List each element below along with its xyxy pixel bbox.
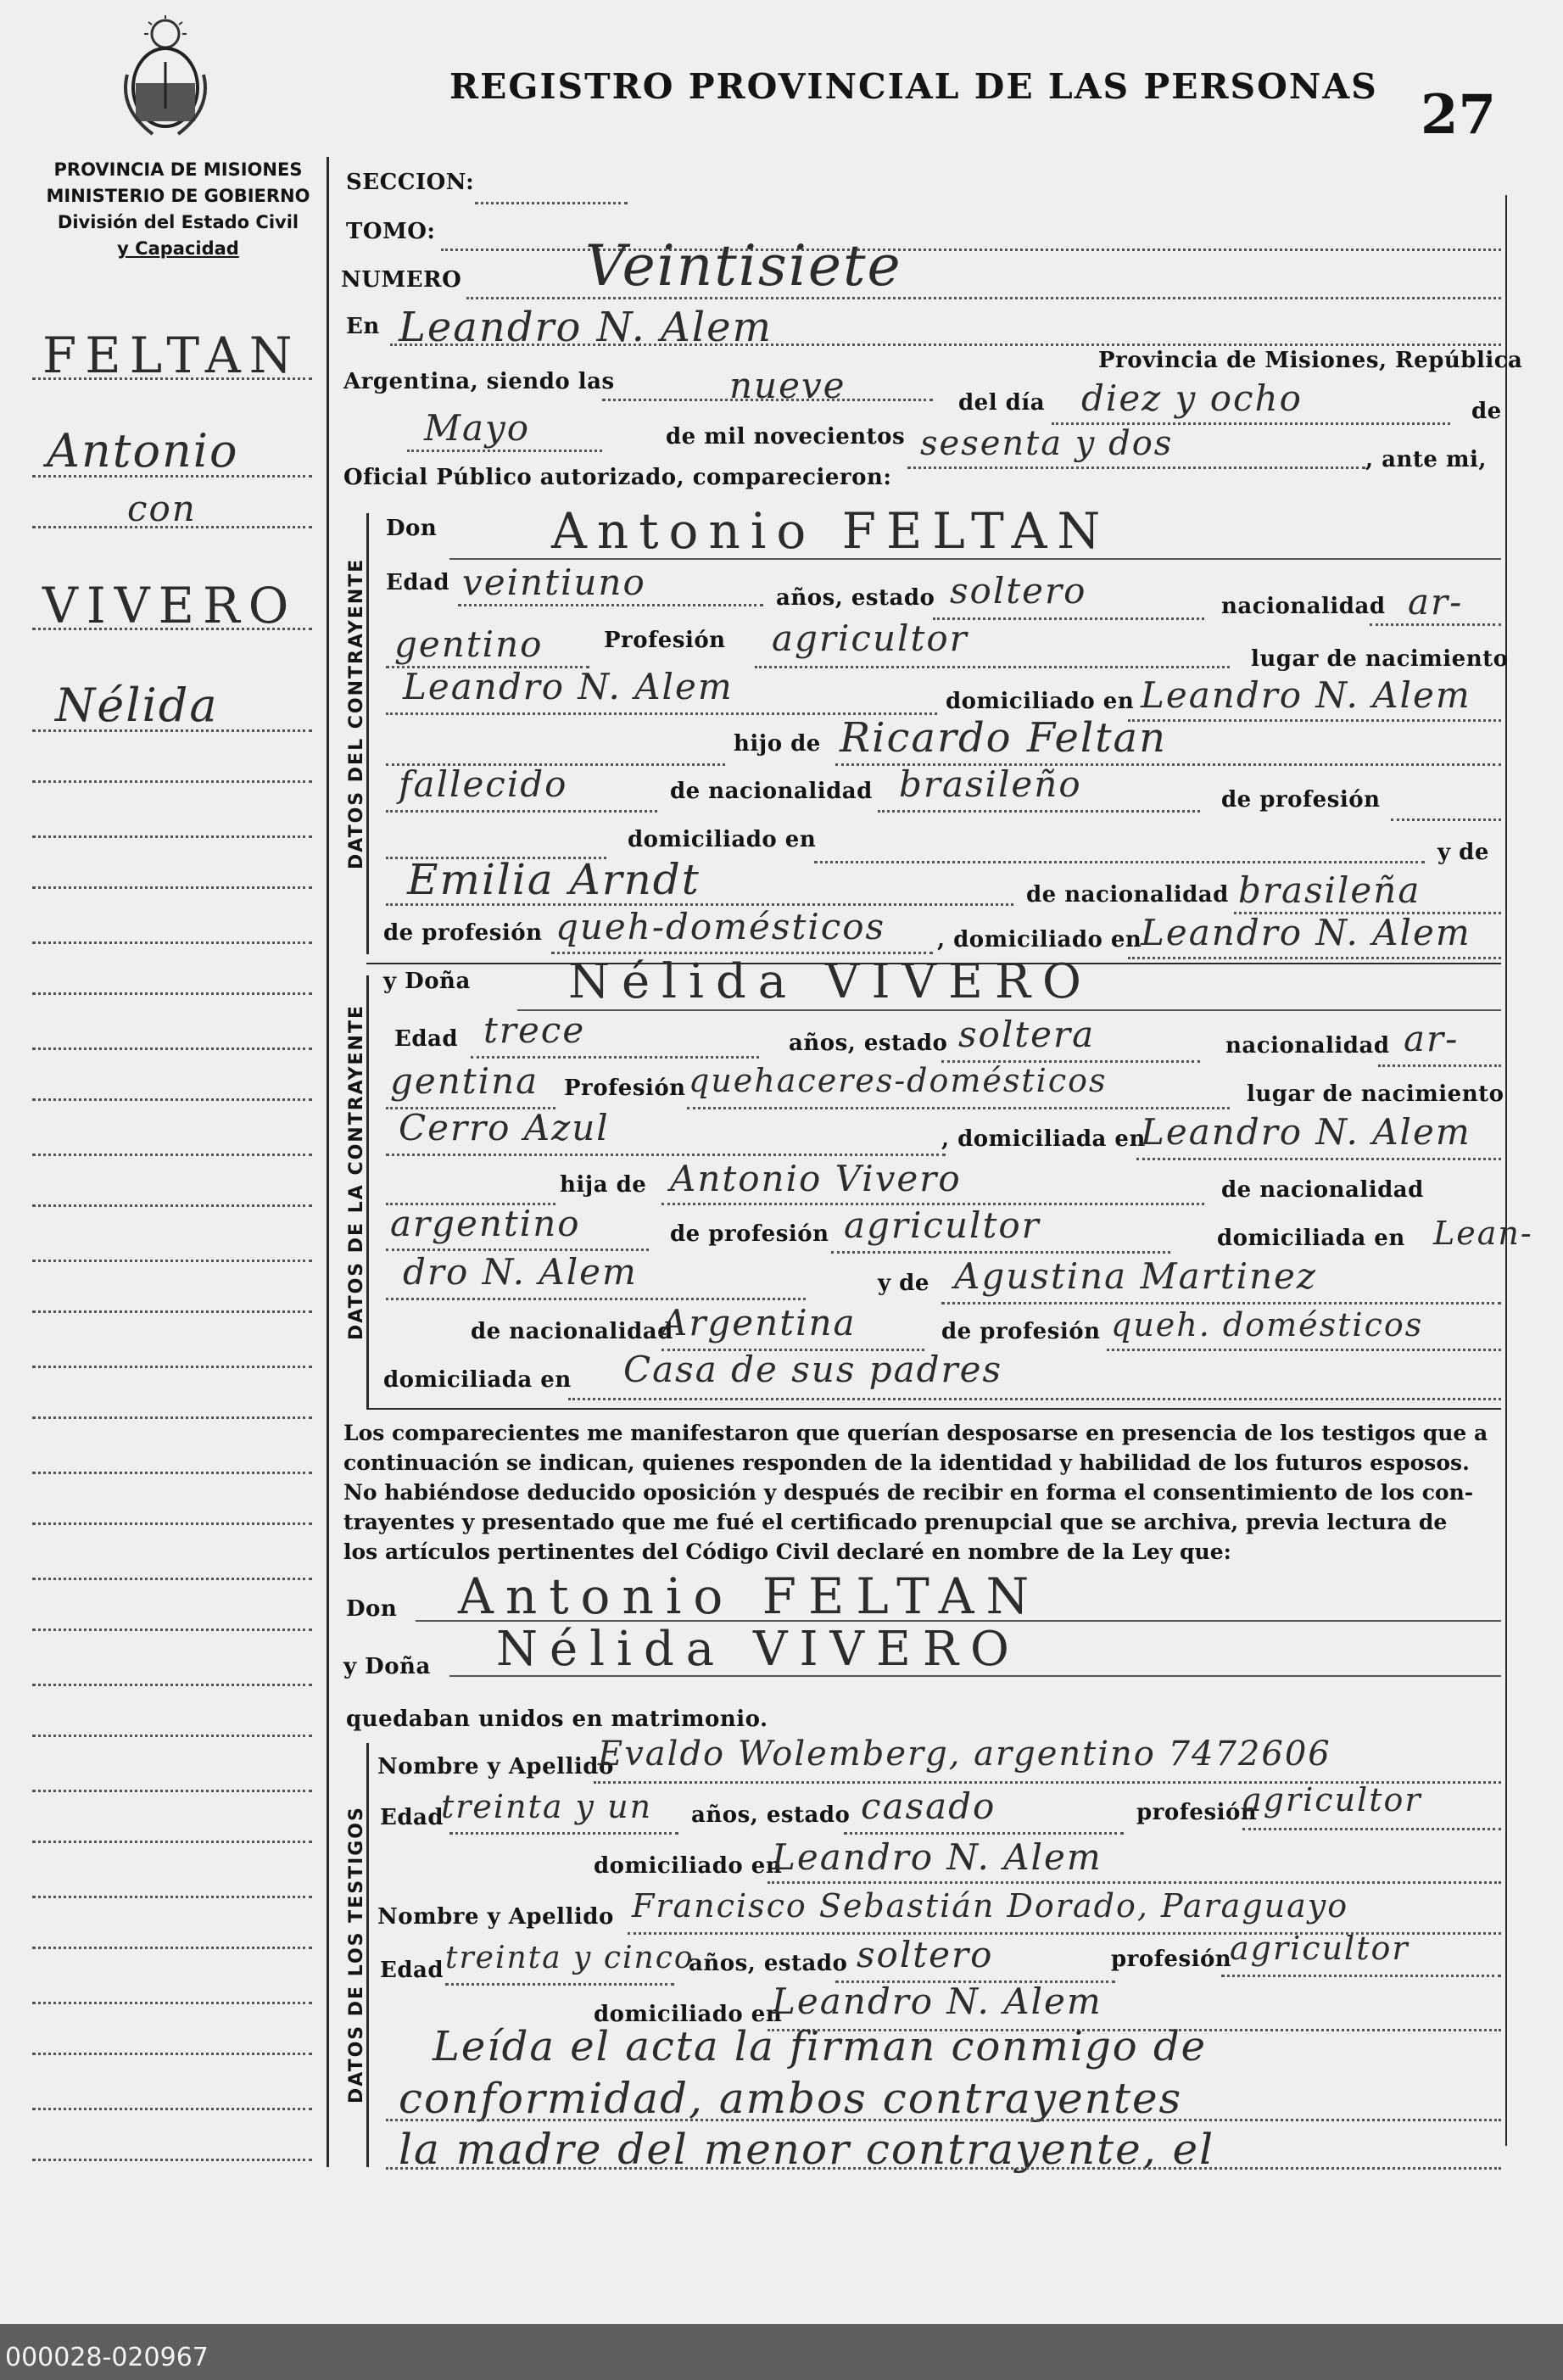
- value-estado-f: soltera: [958, 1014, 1096, 1055]
- value-anio: sesenta y dos: [920, 424, 1174, 463]
- margin-rule: [32, 2108, 312, 2110]
- value-edad-f: trece: [483, 1009, 586, 1051]
- value-dia: diez y ocho: [1081, 377, 1303, 419]
- field-profesion: [755, 666, 1230, 668]
- label-quedaban: quedaban unidos en matrimonio.: [346, 1707, 768, 1732]
- office-line-province: PROVINCIA DE MISIONES: [53, 159, 303, 180]
- label-anos-estado-t2: años, estado: [689, 1951, 848, 1976]
- margin-rule: [32, 1629, 312, 1631]
- field-padre-f-prof: [831, 1251, 1170, 1254]
- field-t1-edad: [449, 1832, 678, 1835]
- label-y-de-2: y de: [878, 1271, 929, 1296]
- margin-rule: [32, 1896, 312, 1898]
- label-oficial: Oficial Público autorizado, comparecieron:: [343, 465, 892, 490]
- value-padre-f-dom-2: dro N. Alem: [403, 1251, 638, 1293]
- label-domiciliado-en-c: , domiciliado en: [937, 927, 1142, 953]
- label-domiciliada-en-3: domiciliada en: [383, 1367, 572, 1393]
- value-hora: nueve: [729, 365, 846, 406]
- label-edad-f: Edad: [394, 1026, 459, 1052]
- field-t2-edad: [445, 1983, 674, 1986]
- side-label-witnesses: DATOS DE LOS TESTIGOS: [346, 1806, 367, 2103]
- bride-block-bottom: [366, 1408, 1501, 1410]
- value-dona: Nélida VIVERO: [568, 954, 1093, 1009]
- margin-rule: [32, 941, 312, 944]
- value-t1-edad: treinta y un: [441, 1788, 653, 1825]
- margin-rule: [32, 1790, 312, 1792]
- margin-rule: [32, 1260, 312, 1262]
- value-t1-nombre: Evaldo Wolemberg, argentino 7472606: [598, 1735, 1331, 1774]
- label-y-de: y de: [1437, 840, 1489, 865]
- value-nac-f-2: gentina: [390, 1060, 539, 1102]
- value-profesion: agricultor: [772, 617, 969, 659]
- field-madre-f-dom: [568, 1398, 1501, 1400]
- margin-rule: [32, 1578, 312, 1580]
- field-anio: [907, 467, 1365, 469]
- field-t1-estado: [844, 1832, 1124, 1835]
- label-de-nacionalidad-2: de nacionalidad: [1026, 882, 1229, 908]
- value-prof-f: quehaceres-domésticos: [689, 1062, 1108, 1099]
- margin-rule: [32, 1048, 312, 1050]
- field-t1-prof: [1242, 1828, 1501, 1830]
- office-line-ministry: MINISTERIO DE GOBIERNO: [46, 186, 310, 206]
- field-lugar-f: [386, 1154, 946, 1156]
- value-t1-prof: agricultor: [1242, 1781, 1422, 1819]
- value-t2-edad: treinta y cinco: [445, 1941, 695, 1975]
- office-line-division: División del Estado Civil: [57, 212, 299, 232]
- office-block: [34, 157, 322, 262]
- label-anos-estado-f: años, estado: [789, 1031, 948, 1056]
- label-de-nacionalidad-f2: de nacionalidad: [471, 1319, 673, 1344]
- field-nac-f: [1378, 1064, 1501, 1067]
- note-line-1: Leída el acta la firman conmigo de: [433, 2023, 1208, 2070]
- declaration-paragraph: [343, 1418, 1510, 1567]
- field-t2-prof: [1221, 1975, 1501, 1977]
- value-en: Leandro N. Alem: [399, 304, 773, 351]
- margin-name-bride: Nélida: [55, 679, 219, 732]
- label-nombre-apellido: Nombre y Apellido: [377, 1754, 614, 1779]
- field-seccion: [475, 202, 628, 204]
- declaration-line: continuación se indican, quienes responden de la identidad y habilidad de los futuros esposos.: [343, 1450, 1470, 1475]
- value-padre: Ricardo Feltan: [840, 714, 1168, 762]
- label-de-nacionalidad-f: de nacionalidad: [1221, 1177, 1424, 1203]
- value-madre-f: Agustina Martinez: [954, 1255, 1318, 1297]
- label-de-profesion-c: de profesión: [383, 920, 543, 946]
- value-madre-f-dom: Casa de sus padres: [623, 1349, 1003, 1390]
- label-anos-estado-t1: años, estado: [691, 1802, 851, 1828]
- label-y-dona: y Doña: [383, 969, 471, 994]
- side-label-groom: DATOS DEL CONTRAYENTE: [346, 557, 367, 869]
- value-dona-2: Nélida VIVERO: [496, 1622, 1021, 1677]
- label-y-dona-2: y Doña: [343, 1654, 431, 1679]
- label-mil: de mil novecientos: [666, 424, 906, 450]
- value-don-2: Antonio FELTAN: [458, 1567, 1041, 1625]
- value-t2-estado: soltero: [857, 1934, 994, 1975]
- label-profesion-f: Profesión: [564, 1075, 686, 1101]
- label-de-profesion-f: de profesión: [670, 1221, 829, 1247]
- field-padre-f-dom-2: [386, 1298, 806, 1300]
- field-edad: [458, 604, 763, 606]
- label-argentina: Argentina, siendo las: [343, 369, 615, 394]
- value-estado: soltero: [950, 570, 1087, 612]
- margin-rule: [32, 1522, 312, 1525]
- field-dona: [517, 1009, 1501, 1011]
- label-domiciliada-en-2: domiciliada en: [1217, 1226, 1405, 1251]
- scan-footer: [0, 2324, 1563, 2380]
- label-en: En: [346, 314, 380, 339]
- label-del-dia: del día: [958, 390, 1046, 416]
- value-nacionalidad-2: gentino: [394, 623, 544, 665]
- label-de-profesion: de profesión: [1221, 787, 1381, 813]
- margin-rule: [32, 1841, 312, 1843]
- margin-rule: [32, 1366, 312, 1368]
- label-lugar: lugar de nacimiento: [1251, 646, 1509, 672]
- label-ante: , ante mi,: [1365, 447, 1487, 472]
- value-padre-f-nac: argentino: [390, 1203, 581, 1244]
- margin-rule: [32, 1098, 312, 1101]
- label-don-2: Don: [346, 1596, 398, 1622]
- value-t2-dom: Leandro N. Alem: [772, 1981, 1102, 2022]
- label-de: de: [1471, 399, 1502, 424]
- value-madre-prof: queh-domésticos: [555, 906, 886, 947]
- margin-divider: [327, 157, 329, 2167]
- label-de-nacionalidad: de nacionalidad: [670, 779, 873, 804]
- value-t2-prof: agricultor: [1230, 1930, 1409, 1967]
- label-nacionalidad: nacionalidad: [1221, 594, 1386, 619]
- label-domiciliado-en-2: domiciliado en: [628, 827, 817, 852]
- label-profesion-t2: profesión: [1111, 1947, 1232, 1972]
- label-tomo: TOMO:: [346, 219, 436, 244]
- value-padre-f-dom: Lean-: [1433, 1215, 1533, 1252]
- margin-rule: [32, 992, 312, 995]
- value-edad: veintiuno: [462, 561, 646, 603]
- margin-name-groom: Antonio: [47, 424, 239, 478]
- margin-rule: [32, 1472, 312, 1474]
- field-padre-prof: [1391, 818, 1501, 821]
- value-mes: Mayo: [424, 407, 531, 449]
- value-madre-f-nac: Argentina: [661, 1302, 857, 1344]
- margin-rule: [32, 2002, 312, 2004]
- value-madre-f-prof: queh. domésticos: [1111, 1306, 1424, 1344]
- margin-rule: [32, 1154, 312, 1156]
- side-label-bride: DATOS DE LA CONTRAYENTE: [346, 1004, 367, 1340]
- field-mes: [407, 450, 602, 452]
- margin-rule: [32, 780, 312, 783]
- value-domicilio: Leandro N. Alem: [1141, 674, 1471, 716]
- value-t1-estado: casado: [861, 1785, 996, 1827]
- field-padre-estado: [386, 810, 657, 813]
- value-numero: Veintisiete: [585, 233, 902, 299]
- field-dom-f: [1136, 1158, 1501, 1160]
- label-numero: NUMERO: [341, 267, 462, 293]
- label-domiciliado-en-t2: domiciliado en: [594, 2002, 783, 2027]
- label-don: Don: [386, 516, 438, 541]
- image-code: 000028-020967: [5, 2343, 209, 2372]
- value-t1-dom: Leandro N. Alem: [772, 1836, 1102, 1878]
- value-padre-nac: brasileño: [899, 763, 1082, 805]
- value-madre-nac: brasileña: [1238, 869, 1421, 911]
- label-seccion: SECCION:: [346, 170, 475, 195]
- field-prof-f: [687, 1107, 1230, 1109]
- margin-rule: [32, 1735, 312, 1737]
- right-frame: [1505, 195, 1507, 2146]
- declaration-line: No habiéndose deducido oposición y después de recibir en forma el consentimiento de los con-: [343, 1480, 1474, 1505]
- coat-of-arms-seal: [119, 15, 212, 142]
- note-line-3: la madre del menor contrayente, el: [399, 2125, 1215, 2174]
- margin-rule: [32, 1416, 312, 1419]
- label-anos-estado: años, estado: [776, 585, 935, 611]
- field-madre-dom: [1128, 957, 1501, 959]
- value-t2-nombre: Francisco Sebastián Dorado, Paraguayo: [632, 1887, 1349, 1925]
- label-hijo-de: hijo de: [734, 731, 821, 757]
- margin-surname-bride: VIVERO: [42, 577, 298, 634]
- page-number: 27: [1421, 83, 1497, 147]
- field-padre-dom: [814, 861, 1425, 863]
- value-madre: Emilia Arndt: [407, 855, 701, 904]
- value-padre-estado: fallecido: [399, 763, 568, 805]
- margin-rule: [32, 1684, 312, 1686]
- label-domiciliado-en: domiciliado en: [946, 689, 1135, 714]
- margin-rule: [32, 2159, 312, 2161]
- label-profesion: Profesión: [604, 628, 726, 653]
- margin-rule: [32, 1310, 312, 1313]
- margin-rule: [32, 886, 312, 889]
- field-madre-f: [941, 1302, 1501, 1305]
- label-edad-t2: Edad: [380, 1958, 444, 1983]
- label-provincia: Provincia de Misiones, República: [1098, 348, 1523, 373]
- value-nacionalidad: ar-: [1408, 581, 1464, 623]
- office-line-capacity: y Capacidad: [117, 238, 239, 259]
- field-padre-nac: [878, 810, 1200, 813]
- label-domiciliada-en: , domiciliada en: [941, 1126, 1146, 1152]
- declaration-line: los artículos pertinentes del Código Civil declaré en nombre de la Ley que:: [343, 1539, 1231, 1564]
- field-estado: [933, 617, 1204, 620]
- value-lugar-f: Cerro Azul: [399, 1107, 610, 1148]
- label-domiciliado-en-t1: domiciliado en: [594, 1853, 783, 1879]
- label-hija-de: hija de: [560, 1172, 647, 1198]
- margin-rule: [32, 835, 312, 838]
- label-nombre-apellido-2: Nombre y Apellido: [377, 1904, 614, 1930]
- margin-surname-groom: FELTAN: [42, 327, 301, 384]
- value-padre-f-prof: agricultor: [844, 1204, 1041, 1246]
- field-edad-f: [471, 1056, 759, 1059]
- margin-rule: [32, 2053, 312, 2055]
- note-rule: [386, 2167, 1501, 2170]
- value-lugar: Leandro N. Alem: [403, 666, 734, 707]
- label-lugar-f: lugar de nacimiento: [1247, 1081, 1504, 1107]
- note-line-2: conformidad, ambos contrayentes: [399, 2074, 1183, 2123]
- margin-rule: [32, 1947, 312, 1949]
- value-dom-f: Leandro N. Alem: [1141, 1111, 1471, 1153]
- value-don: Antonio FELTAN: [551, 502, 1111, 560]
- value-madre-dom: Leandro N. Alem: [1141, 912, 1471, 953]
- value-nac-f: ar-: [1404, 1018, 1460, 1059]
- field-madre-f-prof: [1107, 1349, 1501, 1351]
- label-de-profesion-f2: de profesión: [941, 1319, 1101, 1344]
- margin-rule: [32, 1204, 312, 1207]
- label-edad: Edad: [386, 570, 450, 595]
- page-title: REGISTRO PROVINCIAL DE LAS PERSONAS: [449, 66, 1378, 107]
- note-rule: [386, 2119, 1501, 2121]
- label-profesion-t1: profesión: [1136, 1800, 1258, 1825]
- field-domicilio: [1128, 719, 1501, 722]
- declaration-line: Los comparecientes me manifestaron que querían desposarse en presencia de los testigos que a: [343, 1421, 1488, 1445]
- margin-conjunction: con: [127, 488, 197, 529]
- declaration-line: trayentes y presentado que me fué el certificado prenupcial que se archiva, previa lectura de: [343, 1510, 1448, 1534]
- label-nacionalidad-f: nacionalidad: [1225, 1033, 1390, 1059]
- label-edad-t1: Edad: [380, 1805, 444, 1830]
- field-t1-dom: [768, 1881, 1501, 1884]
- value-padre-f: Antonio Vivero: [670, 1158, 962, 1199]
- field-nacionalidad: [1370, 623, 1501, 626]
